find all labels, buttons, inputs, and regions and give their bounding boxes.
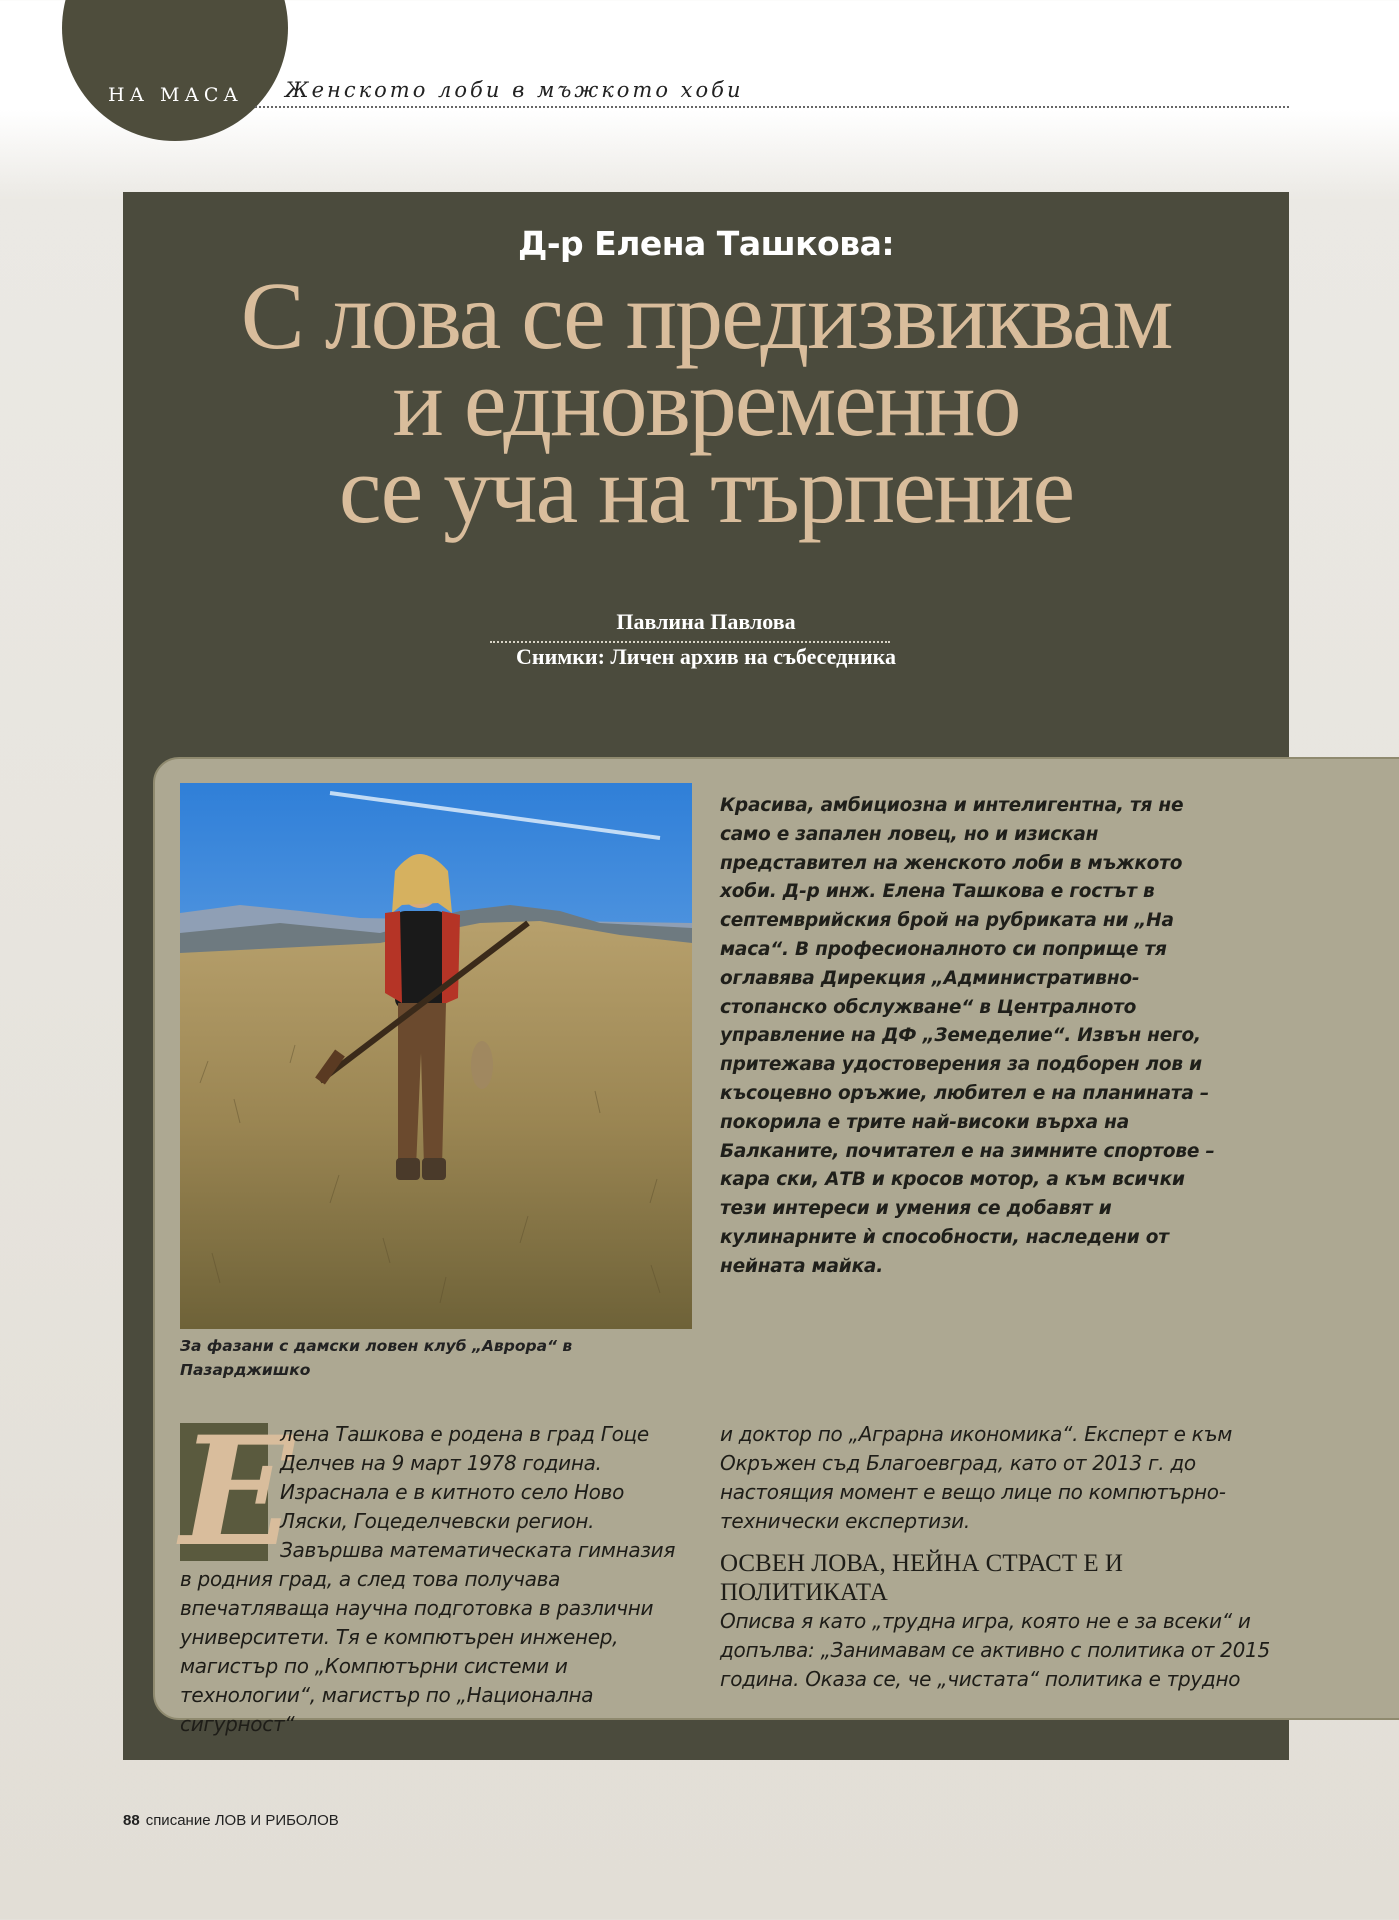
- credit-divider: [490, 641, 890, 643]
- photo-caption: За фазани с дамски ловен клуб „Аврора“ в Пазарджишко: [180, 1337, 573, 1379]
- photo-credit: Снимки: Личен архив на събеседника: [516, 644, 896, 669]
- article-headline: [123, 262, 1289, 543]
- section-subtitle: Женското лоби в мъжкото хоби: [285, 78, 744, 102]
- header-divider: [255, 106, 1289, 108]
- page-footer: [123, 1812, 339, 1829]
- article-lead: Красива, амбициозна и интелигентна, тя не само е запален ловец, но и изискан представител на женското лоби в мъжкото хоби. Д-р инж. Елена Ташкова е гостът в септемврийския брой на рубриката ни „На маса“. В професионалното си поприще тя оглавява Дирекция „Административно-стопанско обслужване“ в Централното управление на ДФ „Земеделие“. Извън него, притежава удостоверения за подборен лов и късоцевно оръжие, любител е на планината – покорила е трите най-високи върха на Балканите, почитател е на зимните спортове – кара ски, АТВ и кросов мотор, а към всички тези интереси и умения се добавят и кулинарните ѝ способности, наследени от нейната майка.: [720, 795, 1215, 1277]
- body-column-2: [720, 1420, 1295, 1694]
- headline-line: и едновременно: [392, 349, 1020, 456]
- body-text: Описва я като „трудна игра, която не е за всеки“ и допълва: „Занимавам се активно с политика от 2015 година. Оказа се, че „чистата“ политика е трудно: [720, 1609, 1270, 1691]
- page-number: 88: [123, 1812, 140, 1829]
- hunter-photo-image: [180, 783, 692, 1329]
- body-column-1: [180, 1404, 680, 1739]
- section-badge: [62, 0, 288, 141]
- article-author: Павлина Павлова: [616, 609, 796, 634]
- headline-line: се уча на търпение: [338, 436, 1074, 543]
- section-label: НА МАСА: [108, 84, 243, 106]
- article-kicker: Д-р Елена Ташкова:: [517, 224, 895, 263]
- section-subhead: ОСВЕН ЛОВА, НЕЙНА СТРАСТ Е И ПОЛИТИКАТА: [720, 1550, 1123, 1606]
- drop-cap: Е: [180, 1404, 295, 1580]
- body-text: и доктор по „Аграрна икономика“. Експерт е към Окръжен съд Благоевград, като от 2013 г. до настоящия момент е вещо лице по компютърно-технически експертизи.: [720, 1422, 1233, 1533]
- magazine-name: списание ЛОВ И РИБОЛОВ: [145, 1812, 339, 1829]
- hunter-photo: [180, 783, 692, 1329]
- headline-line: С лова се предизвиквам: [240, 262, 1172, 369]
- body-text: лена Ташкова е родена в град Гоце Делчев на 9 март 1978 година. Израснала е в китното село Ново Ляски, Гоцеделчевски регион. Завършва математическата гимназия в родния град, а след това получава впечатляваща научна подготовка в различни университети. Тя е компютърен инженер, магистър по „Компютърни системи и технологии“, магистър по „Национална сигурност“: [180, 1422, 676, 1736]
